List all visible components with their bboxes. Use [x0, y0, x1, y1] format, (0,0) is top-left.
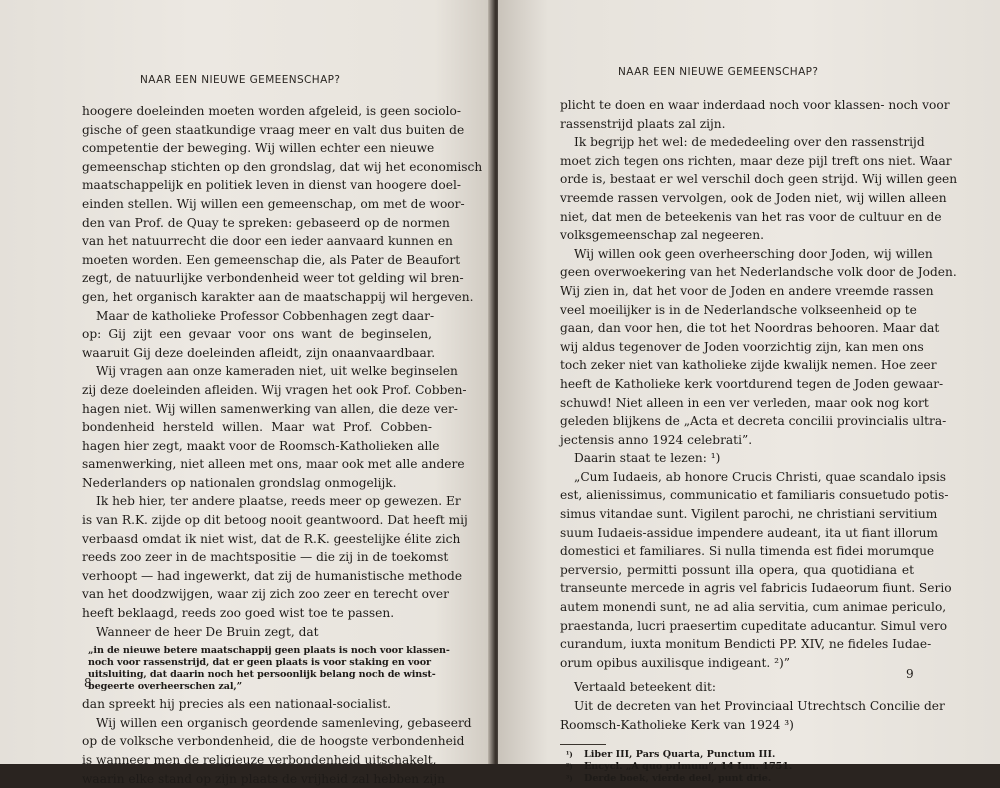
running-head-right: NAAR EEN NIEUWE GEMEENSCHAP? [618, 66, 819, 78]
text-line: zij deze doeleinden afleiden. Wij vragen het ook Prof. Cobben- [82, 382, 467, 397]
text-line: moeten worden. Een gemeenschap die, als Pater de Beaufort [82, 252, 461, 267]
text-line: hoogere doeleinden moeten worden afgeleid, is geen sociolo- [82, 104, 462, 118]
text-line: Vertaald beteekent dit: [574, 680, 716, 695]
text-line: Ik heb hier, ter andere plaatse, reeds meer op gewezen. Er [96, 494, 461, 509]
left-page [0, 0, 494, 786]
latin-quote-line: autem monendi sunt, ne ad alia servitia, cum animae periculo, [560, 600, 947, 615]
latin-quote-line: est, alienissimus, communicatio et familiaris consuetudo potis- [560, 488, 949, 503]
latin-quote-line: domestici et familiares. Si nulla timenda est fidei morumque [560, 544, 935, 559]
text-line: veel moeilijker is in de Nederlandsche volkseenheid op te [560, 302, 917, 317]
quote-line: noch voor rassenstrijd, dat er geen plaats is voor staking en voor [88, 657, 431, 669]
text-line: moet zich tegen ons richten, maar deze pijl treft ons niet. Waar [560, 153, 952, 168]
text-line: gische of geen staatkundige vraag meer en valt dus buiten de [82, 122, 465, 137]
text-line: Ik begrijp het wel: de mededeeling over den rassenstrijd [574, 135, 925, 150]
text-line: rassenstrijd plaats zal zijn. [560, 116, 726, 131]
footnote [560, 749, 914, 761]
text-line: van het doodzwijgen, waar zij zich zoo zeer en terecht over [82, 587, 449, 602]
text-line: Wij vragen aan onze kameraden niet, uit welke beginselen [96, 364, 458, 379]
footnote-text: Liber III, Pars Quarta, Punctum III. [584, 749, 776, 761]
footnote-rule [560, 744, 606, 745]
text-line: Wij willen een organisch geordende samenleving, gebaseerd [96, 715, 472, 730]
latin-quote-line: orum opibus auxilisque indigeant. ²)” [560, 655, 791, 670]
footnote [560, 761, 914, 773]
text-line: hagen hier zegt, maakt voor de Roomsch-Katholieken alle [82, 438, 440, 453]
footnote-mark: ¹) [566, 750, 573, 760]
text-line: is van R.K. zijde op dit betoog nooit geantwoord. Dat heeft mij [82, 513, 468, 528]
text-line: Uit de decreten van het Provinciaal Utrechtsch Concilie der [574, 699, 945, 713]
text-line: wij aldus tegenover de Joden voorzichtig zijn, kan men ons [560, 339, 924, 354]
footnote-text: Derde boek, vierde deel, punt drie. [584, 773, 772, 785]
left-body [82, 102, 483, 788]
text-line: einden stellen. Wij willen een gemeenschap, om met de woor- [82, 196, 465, 211]
text-line: Wij willen ook geen overheersching door Joden, wij willen [574, 246, 933, 261]
footnote-mark: ³) [566, 774, 573, 784]
text-line: toch zeker niet van katholieke zijde kwalijk nemen. Hoe zeer [560, 358, 937, 373]
text-line: hagen niet. Wij willen samenwerking van allen, die deze ver- [82, 401, 458, 416]
text-line: Nederlanders op nationalen grondslag onmogelijk. [82, 475, 397, 490]
text-line: Wij zien in, dat het voor de Joden en andere vreemde rassen [560, 283, 934, 298]
text-line: volksgemeenschap zal negeeren. [560, 228, 764, 243]
text-line: zegt, de natuurlijke verbondenheid weer tot gelding wil bren- [82, 271, 464, 286]
right-body [560, 96, 958, 785]
text-line: gaan, dan voor hen, die tot het Noordras behooren. Maar dat [560, 321, 940, 336]
footnote-text: Encycl. „A quo primum”, 14 Iun. 1751. [584, 761, 793, 773]
text-line: Maar de katholieke Professor Cobbenhagen zegt daar- [96, 308, 435, 323]
text-line: heeft beklaagd, reeds zoo goed wist toe te passen. [82, 606, 395, 621]
text-line: verhoopt — had ingewerkt, dat zij de humanistische methode [82, 568, 463, 583]
latin-quote-line: transeunte mercede in agris vel fabricis Iudaeorum fiunt. Serio [560, 581, 952, 596]
latin-quote-line: praestanda, lucri praesertim cupeditate aducantur. Simul vero [560, 618, 948, 633]
footnote-mark: ²) [566, 762, 573, 772]
text-line: Daarin staat te lezen: ¹) [574, 451, 721, 466]
quote-line: uitsluiting, dat daarin noch het persoonlijk belang noch de winst- [88, 669, 436, 681]
text-line: samenwerking, niet alleen met ons, maar ook met alle andere [82, 457, 465, 472]
text-line: op: Gij zijt een gevaar voor ons want de beginselen, [82, 327, 432, 342]
latin-quote-line: perversio, permitti possunt illa opera, qua quotidiana et [560, 562, 914, 577]
quote-line: „in de nieuwe betere maatschappij geen plaats is noch voor klassen- [88, 645, 450, 657]
page-number-right: 9 [906, 667, 914, 681]
text-line: Roomsch-Katholieke Kerk van 1924 ³) [560, 717, 794, 732]
text-line: dan spreekt hij precies als een nationaal-socialist. [82, 697, 392, 712]
latin-quote-line: curandum, iuxta monitum Bendicti PP. XIV, ne fideles Iudae- [560, 637, 932, 652]
text-line: vreemde rassen vervolgen, ook de Joden niet, wij willen alleen [560, 190, 947, 205]
text-line: is wanneer men de religieuze verbondenheid uitschakelt, [82, 753, 437, 767]
text-line: competentie der beweging. Wij willen echter een nieuwe [82, 141, 435, 156]
text-line: gemeenschap stichten op den grondslag, dat wij het economisch [82, 159, 483, 174]
footnote [560, 773, 914, 785]
text-line: verbaasd omdat ik niet wist, dat de R.K. geestelijke élite zich [82, 531, 461, 546]
text-line: orde is, bestaat er wel verschil doch geen strijd. Wij willen geen [560, 172, 958, 187]
text-line: den van Prof. de Quay te spreken: gebaseerd op de normen [82, 215, 450, 230]
text-line: op de volksche verbondenheid, die de hoogste verbondenheid [82, 734, 465, 749]
text-line: reeds zoo zeer in de machtspositie — die zij in de toekomst [82, 550, 449, 565]
text-line: Wanneer de heer De Bruin zegt, dat [96, 624, 319, 639]
page-number-left: 8 [84, 676, 92, 690]
quoted-passage [82, 645, 450, 693]
latin-quote-line: simus vitandae sunt. Vigilent parochi, ne christiani servitium [560, 507, 938, 522]
text-line: niet, dat men de beteekenis van het ras voor de cultuur en de [560, 209, 942, 224]
quote-line: begeerte overheerschen zal,” [88, 681, 243, 693]
text-line: gen, het organisch karakter aan de maatschappij wil hergeven. [82, 289, 474, 304]
text-line: geleden blijkens de „Acta et decreta concilii provincialis ultra- [560, 414, 947, 429]
text-line: heeft de Katholieke kerk voortdurend tegen de Joden gewaar- [560, 376, 944, 391]
text-line: van het natuurrecht die door een ieder aanvaard kunnen en [82, 234, 453, 249]
text-line: waaruit Gij deze doeleinden afleidt, zijn onaanvaardbaar. [82, 345, 436, 360]
right-page [498, 0, 1000, 785]
text-line: schuwd! Niet alleen in een ver verleden, maar ook nog kort [560, 395, 929, 410]
footnotes [560, 749, 914, 785]
text-line: jectensis anno 1924 celebrati”. [560, 432, 753, 447]
text-line: bondenheid hersteld willen. Maar wat Prof. Cobben- [82, 420, 432, 435]
text-line: geen overwoekering van het Nederlandsche volk door de Joden. [560, 265, 957, 280]
running-head-left: NAAR EEN NIEUWE GEMEENSCHAP? [140, 74, 341, 86]
text-line: maatschappelijk en politiek leven in dienst van hoogere doel- [82, 178, 462, 193]
latin-quote-line: „Cum Iudaeis, ab honore Crucis Christi, quae scandalo ipsis [574, 469, 947, 484]
text-line: plicht te doen en waar inderdaad noch voor klassen- noch voor [560, 98, 950, 112]
text-line: waarin elke stand op zijn plaats de vrijheid zal hebben zijn [82, 771, 445, 786]
latin-quote-line: suum Iudaeis-assidue impendere audeant, ita ut fiant illorum [560, 525, 938, 540]
